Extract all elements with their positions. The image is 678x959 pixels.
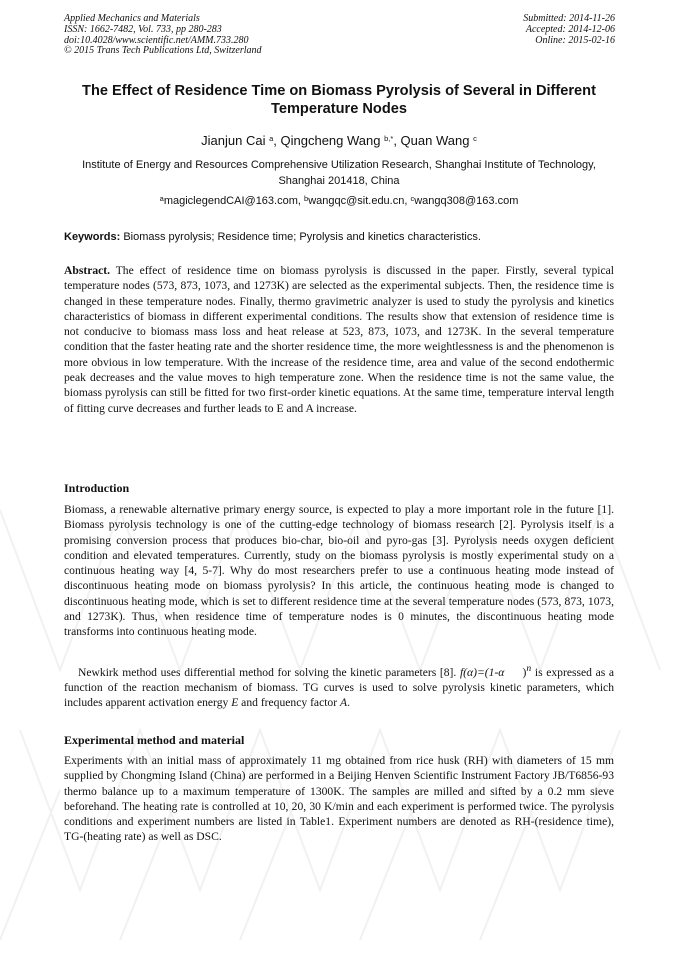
symbol-a: A [340, 696, 348, 710]
email-link[interactable]: wangq308@163.com [414, 195, 519, 207]
email-link[interactable]: wangqc@sit.edu.cn [308, 195, 405, 207]
email-mark: a [159, 194, 164, 203]
issn-line: ISSN: 1662-7482, Vol. 733, pp 280-283 [64, 23, 222, 35]
author-affil-mark: a [269, 134, 274, 143]
email-link[interactable]: magiclegendCAI@163.com [163, 195, 298, 207]
doi-line[interactable]: doi:10.4028/www.scientific.net/AMM.733.280 [64, 34, 249, 46]
experimental-paragraph: Experiments with an initial mass of approximately 11 mg obtained from rice husk (RH) with diameters of 15 mm supplied by Chongming Island (China) are performed in a Beijing Henven Scientific Instrument Factory JB/T6856-93 thermo balance up to a maximum temperature of 1300K. The samples are milled and sifted by a 0.2 mm sieve beforehand. The heating rate is controlled at 10, 20, 30 K/min and each experiment is performed twice. The pyrolysis conditions and experiment numbers are listed in Table1. Experiment numbers are denoted as RH-(residence time), TG-(heating rate) as well as DSC. [64, 754, 614, 844]
accepted-date: Accepted: 2014-12-06 [525, 23, 615, 35]
submitted-date: Submitted: 2014-11-26 [523, 13, 615, 24]
email-list: $^a$magiclegendCAI@163.com, $^b$wangqc@sit.edu.cn, $^c$wangq308@163.com [159, 194, 519, 207]
keywords [64, 230, 614, 244]
email-mark: b [304, 194, 309, 203]
dates-info [523, 14, 615, 46]
abstract [64, 263, 614, 416]
copyright-line: © 2015 Trans Tech Publications Ltd, Switzerland [64, 45, 262, 57]
section-heading-experimental: Experimental method and material [64, 733, 245, 747]
intro-p2-text: is expressed as a function of the reaction mechanism of biomass. TG curves is used to solve pyrolysis kinetic parameters, which includes apparent activation energy [64, 665, 615, 710]
author-name: Quan Wang [400, 133, 470, 148]
keywords-text: Biomass pyrolysis; Residence time; Pyrolysis and kinetics characteristics. [123, 231, 481, 243]
journal-name: Applied Mechanics and Materials [64, 13, 200, 24]
paper-title: The Effect of Residence Time on Biomass Pyrolysis of Several in Different Temperature Nodes [82, 83, 596, 117]
journal-info [64, 14, 262, 57]
author-affil-mark: b,* [384, 134, 394, 143]
intro-paragraph-2: Newkirk method uses differential method for solving the kinetic parameters [8]. f(α)=(1-α )$^n$ is expressed as a function of the reaction mechanism of biomass. TG curves is used to solve pyrolysis kinetic parameters, which includes apparent activation energy E and frequency factor A. [64, 663, 615, 710]
intro-p2-text: Newkirk method uses differential method for solving the kinetic parameters [8]. [78, 665, 460, 679]
formula-exponent: n [526, 663, 532, 674]
online-date: Online: 2015-02-16 [535, 34, 615, 46]
email-mark: c [410, 194, 415, 203]
abstract-label: Abstract. [64, 264, 111, 277]
intro-paragraph-1: Biomass, a renewable alternative primary energy source, is expected to play a more important role in the future [1]. Biomass pyrolysis technology is one of the cutting-edge technology of biomass research [2]. Pyrolysis itself is a promising conversion process that produces bio-char, bio-oil and pyro-gas [3]. Pyrolysis needs oxygen deficient condition and elevated temperatures. Currently, study on the biomass pyrolysis is mostly experimental study on a continuous heating way [4, 5-7]. Why do most researchers prefer to use a continuous heating mode instead of discontinuous heating mode on biomass pyrolysis? In this article, the continuous heating mode is changed to discontinuous heating mode, which is set to different residence time at the several temperature nodes (573, 873, 1073, and 1273K). Thus, when residence time of temperature nodes is 0 minutes, the discontinuous heating mode transforms into continuous heating mode. [64, 503, 614, 639]
abstract-text: The effect of residence time on biomass pyrolysis is discussed in the paper. Firstly, several typical temperature nodes (573, 873, 1073, and 1273K) are selected as the experimental subjects. Then, the residence time is changed in these temperature nodes. Finally, thermo gravimetric analyzer is used to study the pyrolysis and kinetics characteristics of biomass in different experimental conditions. The results show that extension of residence time is not conducive to biomass mass loss and heat release at 523, 873, 1073, and 1273K. In the several temperature condition that the faster heating rate and the shorter residence time, the more weightlessness is and the phenomenon is more obvious in low temperature. With the increase of the residence time, area and value of the second endothermic peak decreases and the value moves to high temperature zone. When the residence time is not the same value, the biomass pyrolysis can still be fitted for two first-order kinetic equations. At the same time, temperature interval length of fitting curve decreases and further leads to E and A increase. [64, 264, 614, 415]
author-name: Qingcheng Wang [280, 133, 381, 148]
author-list: Jianjun Cai $^a$, Qingcheng Wang $^{b,*}$, Quan Wang $^c$ [201, 133, 477, 148]
author-affil-mark: c [473, 134, 477, 143]
intro-p2-text: and frequency factor [238, 696, 340, 710]
intro-p2-text: . [347, 696, 350, 710]
symbol-e: E [231, 696, 239, 710]
section-heading-introduction: Introduction [64, 481, 130, 495]
keywords-label: Keywords: [64, 231, 121, 243]
formula: f(α)=(1-α [459, 665, 505, 679]
author-name: Jianjun Cai [201, 133, 266, 148]
affiliation: Institute of Energy and Resources Comprehensive Utilization Research, Shanghai Institute of Technology, Shanghai 201418, China [82, 159, 596, 187]
